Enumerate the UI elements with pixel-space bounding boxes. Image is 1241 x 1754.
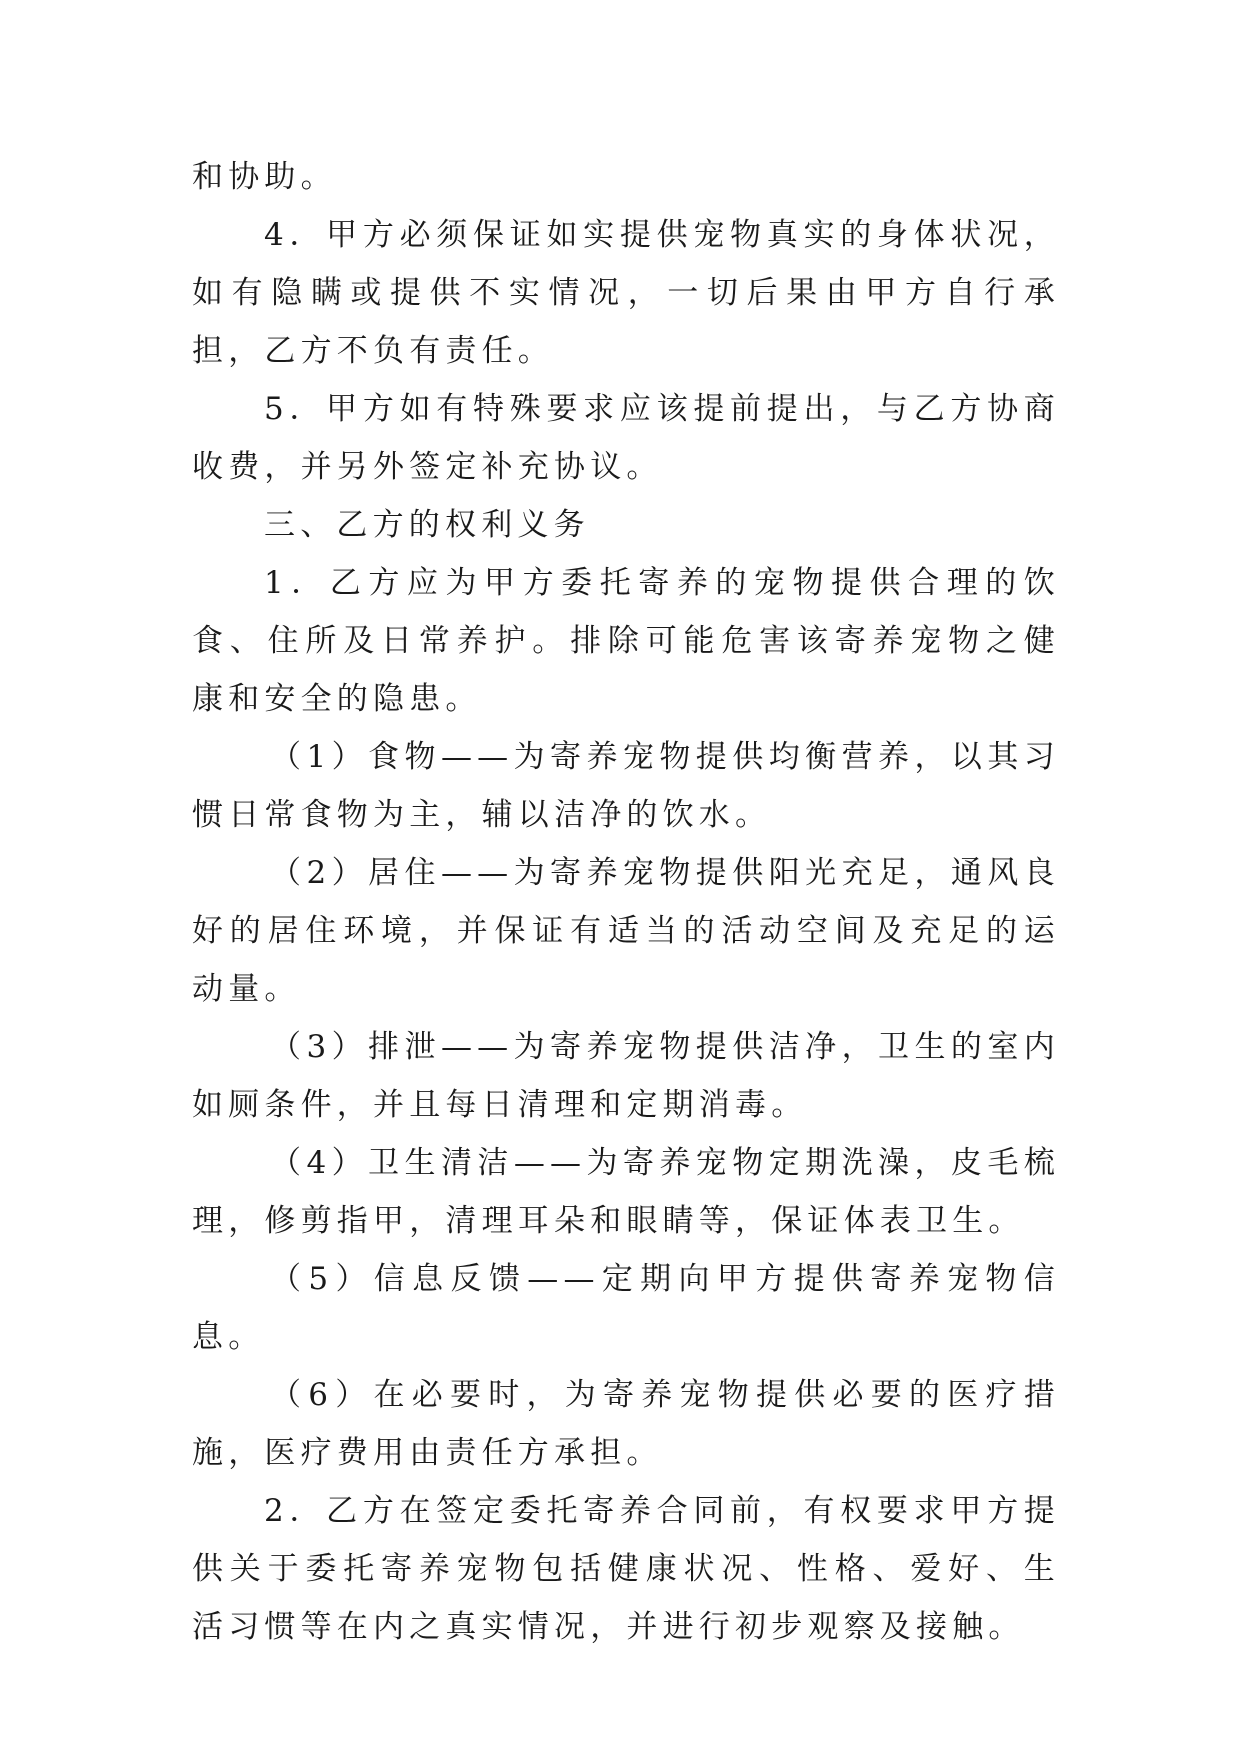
clause-b-1: 1．乙方应为甲方委托寄养的宠物提供合理的饮食、住所及日常养护。排除可能危害该寄养宠物之健康和安全的隐患。 <box>192 565 1060 717</box>
clause-b-2: 2．乙方在签定委托寄养合同前，有权要求甲方提供关于委托寄养宠物包括健康状况、性格、爱好、生活习惯等在内之真实情况，并进行初步观察及接触。 <box>192 1493 1060 1645</box>
sub-clause-1: （1）食物——为寄养宠物提供均衡营养，以其习惯日常食物为主，辅以洁净的饮水。 <box>192 739 1060 833</box>
sub-clause-5: （5）信息反馈——定期向甲方提供寄养宠物信息。 <box>192 1261 1060 1355</box>
sub-clause-2: （2）居住——为寄养宠物提供阳光充足，通风良好的居住环境，并保证有适当的活动空间及充足的运动量。 <box>192 855 1060 1007</box>
sub-clause-3: （3）排泄——为寄养宠物提供洁净，卫生的室内如厕条件，并且每日清理和定期消毒。 <box>192 1029 1060 1123</box>
sub-clause-6: （6）在必要时，为寄养宠物提供必要的医疗措施，医疗费用由责任方承担。 <box>192 1377 1060 1471</box>
clause-4: 4．甲方必须保证如实提供宠物真实的身体状况，如有隐瞒或提供不实情况，一切后果由甲方自行承担，乙方不负有责任。 <box>192 217 1060 369</box>
clause-5: 5．甲方如有特殊要求应该提前提出，与乙方协商收费，并另外签定补充协议。 <box>192 391 1060 485</box>
section-heading-party-b: 三、乙方的权利义务 <box>264 507 590 543</box>
sub-clause-4: （4）卫生清洁——为寄养宠物定期洗澡，皮毛梳理，修剪指甲，清理耳朵和眼睛等，保证体表卫生。 <box>192 1145 1060 1239</box>
paragraph-continuation: 和协助。 <box>192 159 337 195</box>
document-page <box>192 148 1060 1656</box>
